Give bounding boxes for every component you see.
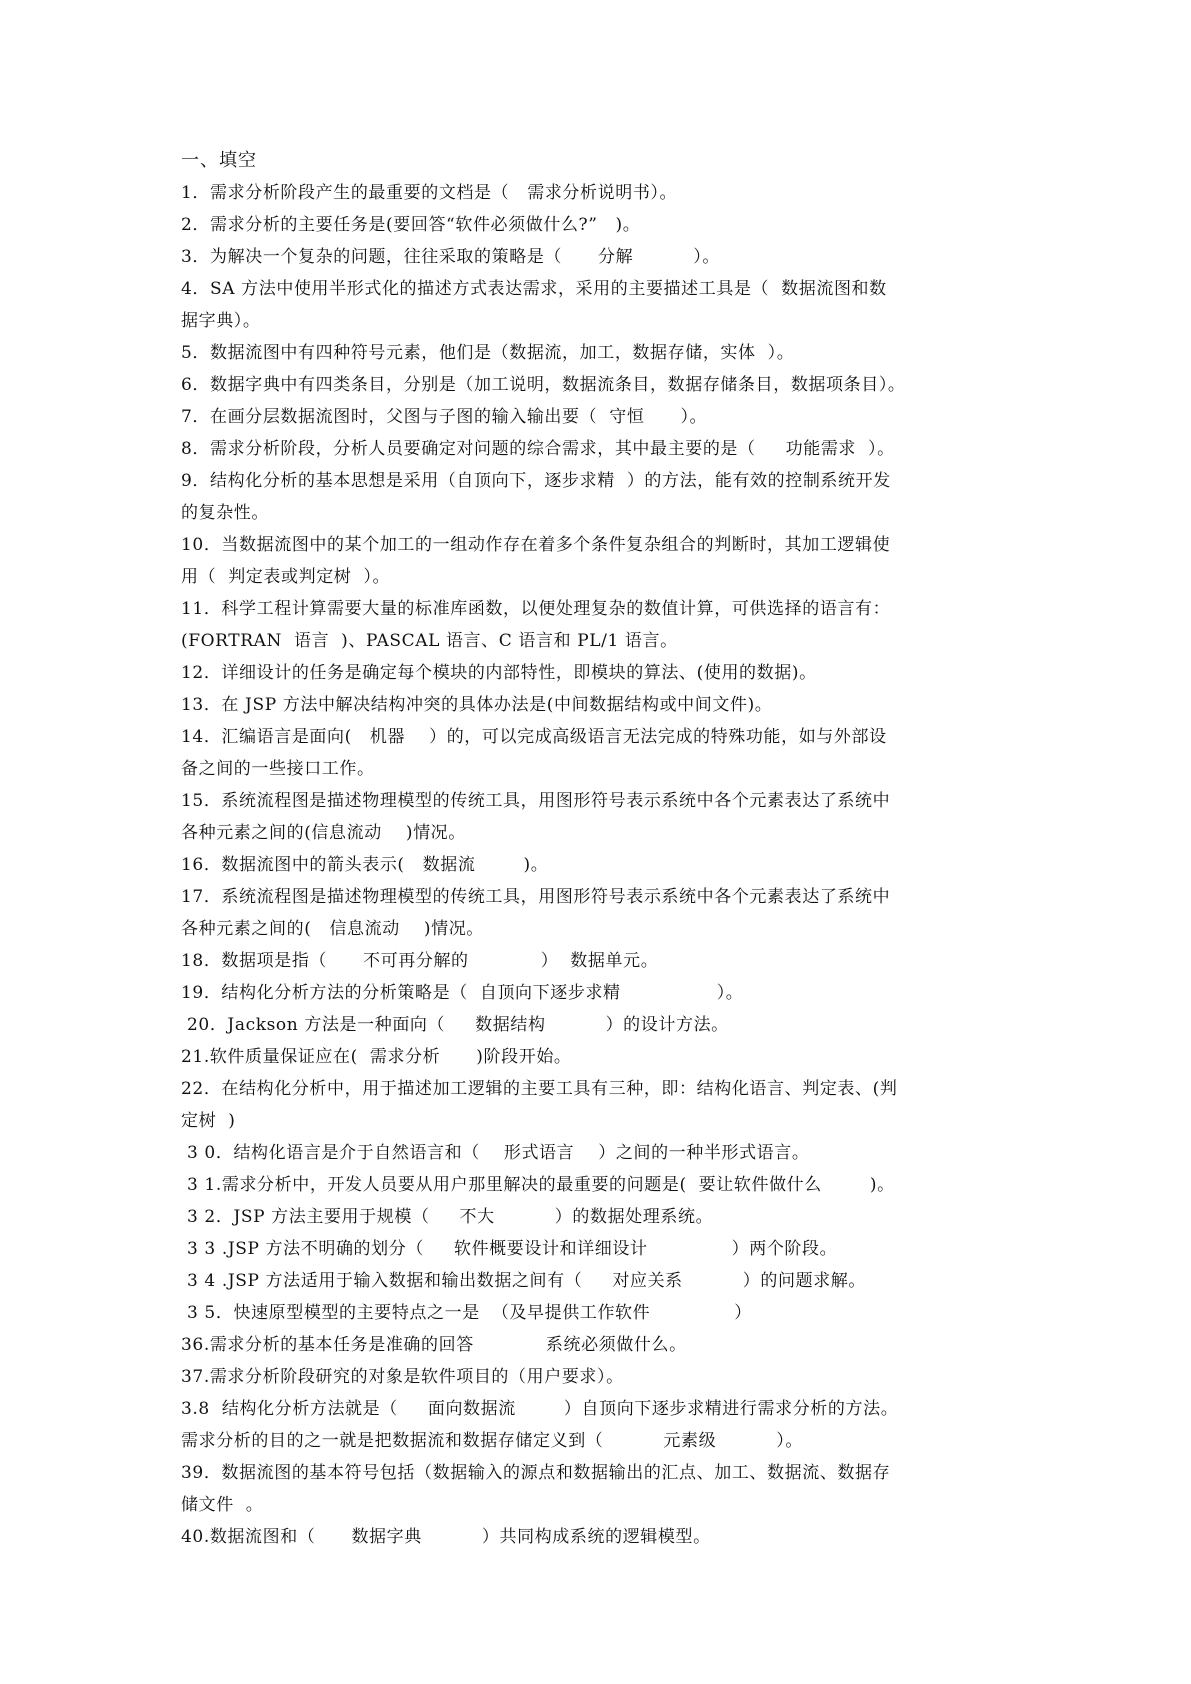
text-line: 18．数据项是指（ 不可再分解的 ） 数据单元。 <box>181 951 659 971</box>
text-line: 定树 ) <box>181 1111 236 1131</box>
text-line: 1．需求分析阶段产生的最重要的文档是（ 需求分析说明书）。 <box>181 183 678 203</box>
text-line: 3 1.需求分析中，开发人员要从用户那里解决的最重要的问题是( 要让软件做什么 )。 <box>181 1175 895 1195</box>
text-line: 10．当数据流图中的某个加工的一组动作存在着多个条件复杂组合的判断时，其加工逻辑使 <box>181 535 891 555</box>
text-line: 储文件 。 <box>181 1495 264 1515</box>
text-line: 19．结构化分析方法的分析策略是（ 自顶向下逐步求精 ）。 <box>181 983 744 1003</box>
text-line: 17．系统流程图是描述物理模型的传统工具，用图形符号表示系统中各个元素表达了系统中 <box>181 887 891 907</box>
text-line: 12．详细设计的任务是确定每个模块的内部特性，即模块的算法、(使用的数据)。 <box>181 663 817 683</box>
text-line: 各种元素之间的( 信息流动 )情况。 <box>181 919 484 939</box>
document-body <box>181 145 1021 1553</box>
text-line: 14．汇编语言是面向( 机器 ）的，可以完成高级语言无法完成的特殊功能，如与外部设 <box>181 727 887 747</box>
text-line: 3 3 .JSP 方法不明确的划分（ 软件概要设计和详细设计 ）两个阶段。 <box>181 1239 838 1259</box>
text-line: 36.需求分析的基本任务是准确的回答 系统必须做什么。 <box>181 1335 687 1355</box>
text-line: 3.8 结构化分析方法就是（ 面向数据流 ）自顶向下逐步求精进行需求分析的方法。 <box>181 1399 899 1419</box>
text-line: 备之间的一些接口工作。 <box>181 759 375 779</box>
text-line: 7．在画分层数据流图时，父图与子图的输入输出要（ 守恒 ）。 <box>181 407 708 427</box>
text-line: 的复杂性。 <box>181 503 269 523</box>
text-line: 5．数据流图中有四种符号元素，他们是（数据流，加工，数据存储，实体 ）。 <box>181 343 795 363</box>
text-line: 3 5．快速原型模型的主要特点之一是 （及早提供工作软件 ） <box>181 1303 752 1323</box>
text-line: 4．SA 方法中使用半形式化的描述方式表达需求，采用的主要描述工具是（ 数据流图和数 <box>181 279 887 299</box>
text-line: 22．在结构化分析中，用于描述加工逻辑的主要工具有三种，即：结构化语言、判定表、(判 <box>181 1079 898 1099</box>
text-line: 3 0．结构化语言是介于自然语言和（ 形式语言 ）之间的一种半形式语言。 <box>181 1143 810 1163</box>
text-line: 8．需求分析阶段，分析人员要确定对问题的综合需求，其中最主要的是（ 功能需求 ）。 <box>181 439 895 459</box>
text-line: 据字典）。 <box>181 311 261 331</box>
text-line: 37.需求分析阶段研究的对象是软件项目的（用户要求）。 <box>181 1367 624 1387</box>
text-line: 9．结构化分析的基本思想是采用（自顶向下，逐步求精 ）的方法，能有效的控制系统开发 <box>181 471 891 491</box>
text-line: 3．为解决一个复杂的问题，往往采取的策略是（ 分解 ）。 <box>181 247 720 267</box>
text-line: 13．在 JSP 方法中解决结构冲突的具体办法是(中间数据结构或中间文件)。 <box>181 695 773 715</box>
text-line: 20．Jackson 方法是一种面向（ 数据结构 ）的设计方法。 <box>181 1015 729 1035</box>
question-list <box>181 177 1021 1553</box>
text-line: 用（ 判定表或判定树 ）。 <box>181 567 391 587</box>
text-line: 21.软件质量保证应在( 需求分析 )阶段开始。 <box>181 1047 572 1067</box>
text-line: 11．科学工程计算需要大量的标准库函数，以便处理复杂的数值计算，可供选择的语言有： <box>181 599 891 619</box>
text-line: 15．系统流程图是描述物理模型的传统工具，用图形符号表示系统中各个元素表达了系统中 <box>181 791 891 811</box>
text-line: 各种元素之间的(信息流动 )情况。 <box>181 823 466 843</box>
text-line: 6．数据字典中有四类条目，分别是（加工说明，数据流条目，数据存储条目，数据项条目）。 <box>181 375 906 395</box>
text-line: (FORTRAN 语言 )、PASCAL 语言、C 语言和 PL/1 语言。 <box>181 631 678 651</box>
section-title: 一、填空 <box>181 150 257 171</box>
text-line: 3 4 .JSP 方法适用于输入数据和输出数据之间有（ 对应关系 ）的问题求解。 <box>181 1271 867 1291</box>
text-line: 需求分析的目的之一就是把数据流和数据存储定义到（ 元素级 ）。 <box>181 1431 803 1451</box>
text-line: 40.数据流图和（ 数据字典 ）共同构成系统的逻辑模型。 <box>181 1527 711 1547</box>
text-line: 39．数据流图的基本符号包括（数据输入的源点和数据输出的汇点、加工、数据流、数据存 <box>181 1463 891 1483</box>
text-line: 2．需求分析的主要任务是(要回答“软件必须做什么?” )。 <box>181 215 641 235</box>
text-line: 3 2．JSP 方法主要用于规模（ 不大 ）的数据处理系统。 <box>181 1207 714 1227</box>
text-line: 16．数据流图中的箭头表示( 数据流 )。 <box>181 855 549 875</box>
